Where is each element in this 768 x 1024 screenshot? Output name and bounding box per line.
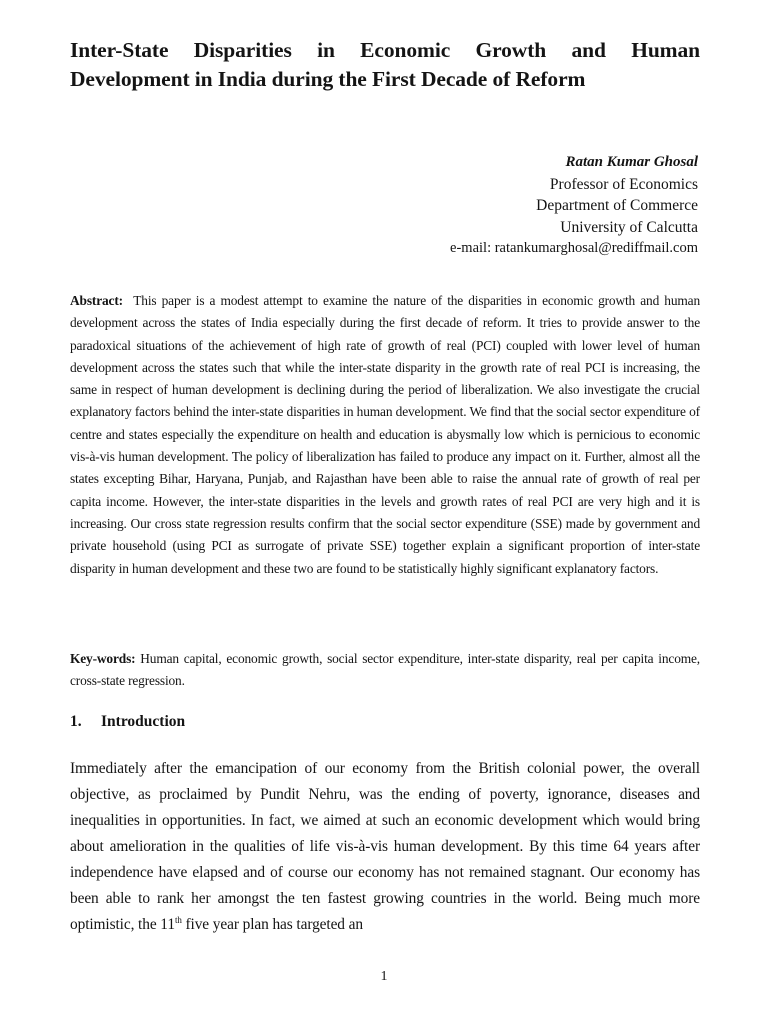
introduction-paragraph <box>70 756 700 938</box>
title-line-2: Development in India during the First Decade of Reform <box>70 67 586 91</box>
abstract-text: This paper is a modest attempt to examine the nature of the disparities in economic growth and human development across the states of India especially during the first decade of reform. It tries to provide answer to the paradoxical situations of the achievement of high rate of growth of real (PCI) coupled with lower level of human development across the states such that while the inter-state disparity in the growth rate of real PCI is increasing, the same in respect of human development is declining during the period of liberalization. We also investigate the crucial explanatory factors behind the inter-state disparities in human development. We find that the social sector expenditure of centre and states especially the expenditure on health and education is abysmally low which is pernicious to economic vis-à-vis human development. The policy of liberalization has failed to produce any impact on it. Further, almost all the states excepting Bihar, Haryana, Punjab, and Rajasthan have been able to raise the annual rate of growth of real per capita income. However, the inter-state disparities in the levels and growth rates of real PCI are very high and it is increasing. Our cross state regression results confirm that the social sector expenditure (SSE) made by government and private household (using PCI as surrogate of private SSE) together explain a significant proportion of inter-state disparity in human development and these two are found to be statistically highly significant explanatory factors. <box>70 293 700 576</box>
intro-text-part-1: Immediately after the emancipation of our economy from the British colonial power, the overall objective, as proclaimed by Pundit Nehru, was the ending of poverty, ignorance, diseases and inequalities in opportunities. In fact, we aimed at such an economic development which would bring about amelioration in the qualities of life vis-à-vis human development. By this time 64 years after independence have elapsed and of course our economy has not remained stagnant. Our economy has been able to rank her amongst the ten fastest growing countries in the world. Being much more optimistic, the 11 <box>70 760 700 933</box>
author-email: e-mail: ratankumarghosal@rediffmail.com <box>450 240 698 256</box>
keywords-label: Key-words: <box>70 651 136 666</box>
page-number: 1 <box>380 969 388 984</box>
intro-text-part-2: five year plan has targeted an <box>181 916 363 933</box>
author-name: Ratan Kumar Ghosal <box>565 154 698 170</box>
author-university: University of Calcutta <box>560 218 698 236</box>
section-title: Introduction <box>101 713 186 730</box>
title-line-1: Inter-State Disparities in Economic Growth and Human <box>70 38 700 62</box>
section-number: 1. <box>70 713 82 730</box>
paper-title <box>70 36 700 94</box>
abstract-label: Abstract: <box>70 293 123 308</box>
section-heading-introduction <box>70 711 185 733</box>
intro-superscript: th <box>174 914 182 925</box>
author-block <box>278 152 698 260</box>
keywords-text: Human capital, economic growth, social sector expenditure, inter-state disparity, real per capita income, cross-state regression. <box>70 651 700 689</box>
author-position: Professor of Economics <box>549 175 698 193</box>
author-department: Department of Commerce <box>536 197 698 214</box>
keywords-paragraph <box>70 648 700 693</box>
abstract-paragraph <box>70 290 700 580</box>
